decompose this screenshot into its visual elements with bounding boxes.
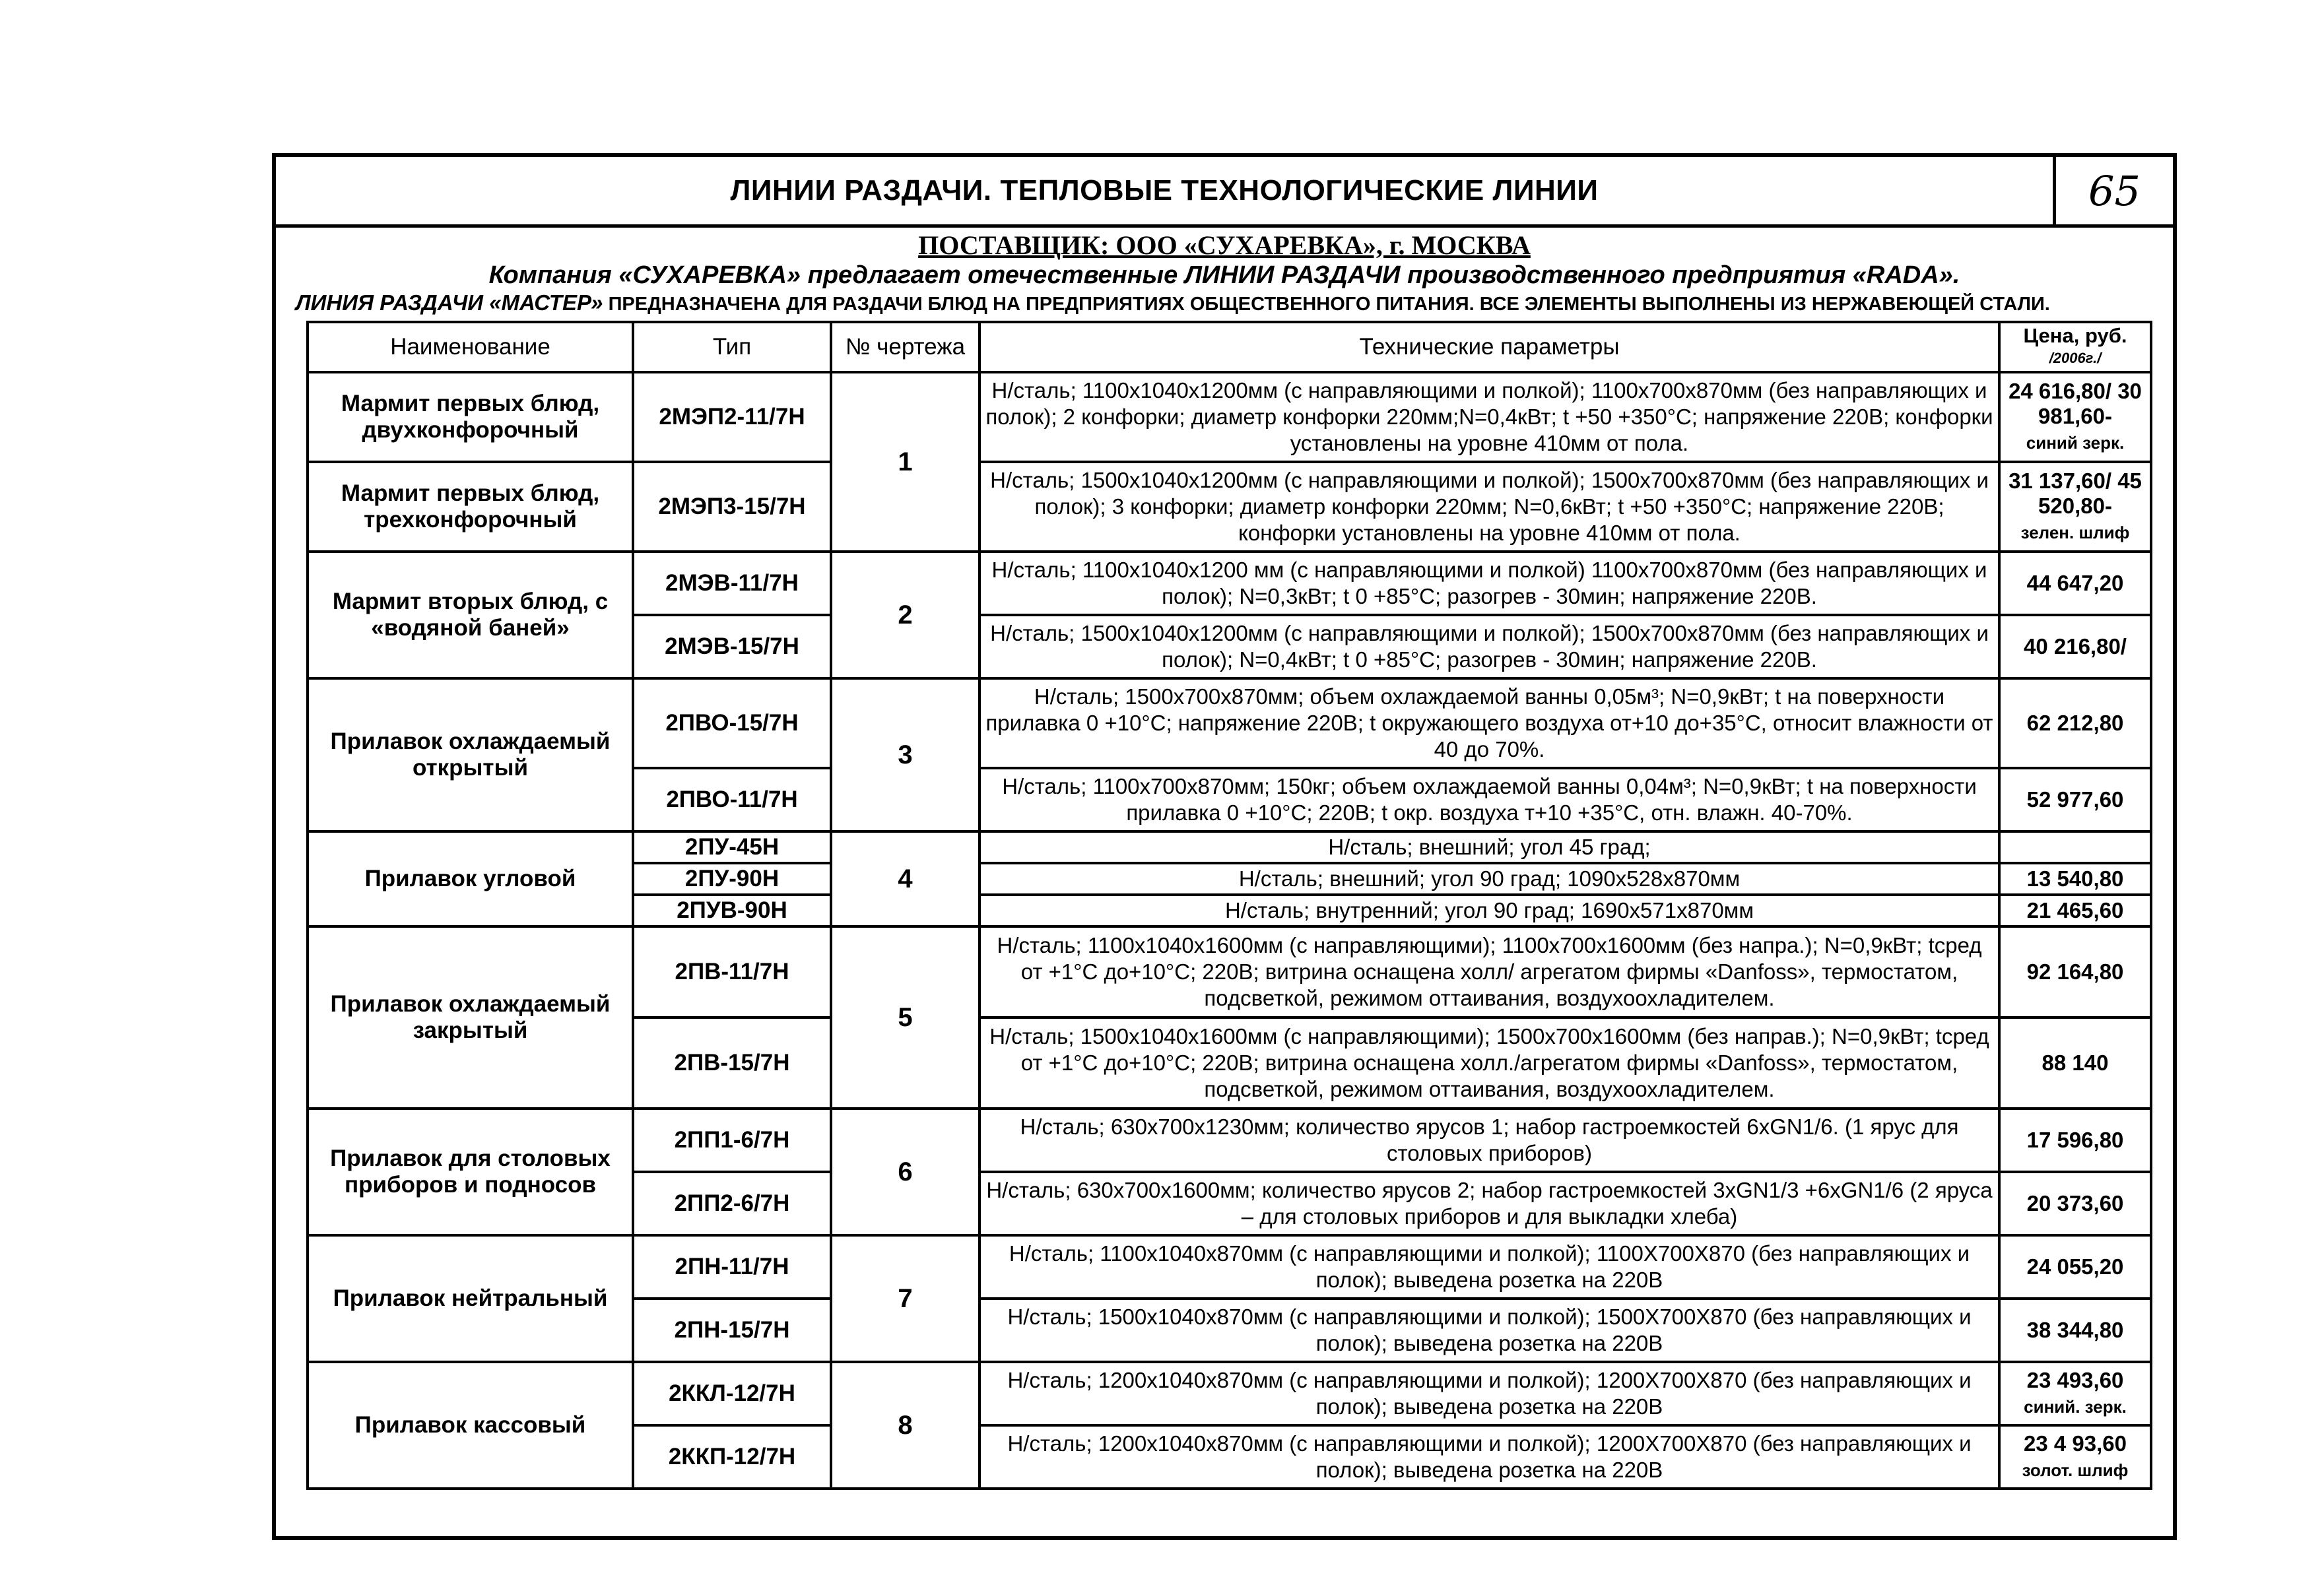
table-row <box>308 462 2151 552</box>
tech-params: Н/сталь; 1100х1040х870мм (с направляющими и полкой); 1100Х700Х870 (без направляющих и полок); выведена розетка на 220В <box>979 1235 1999 1299</box>
page-number: 65 <box>2088 166 2141 215</box>
price-cell <box>1999 372 2151 462</box>
table-row <box>308 372 2151 462</box>
drawing-number: 1 <box>831 372 979 552</box>
price-value: 52 977,60 <box>1999 768 2151 831</box>
drawing-number: 2 <box>831 552 979 678</box>
line-description-text: ПРЕДНАЗНАЧЕНА ДЛЯ РАЗДАЧИ БЛЮД НА ПРЕДПРИЯТИЯХ ОБЩЕСТВЕННОГО ПИТАНИЯ. ВСЕ ЭЛЕМЕНТЫ ВЫПОЛНЕНЫ ИЗ НЕРЖАВЕЮЩЕЙ СТАЛИ. <box>603 294 2050 315</box>
tech-params: Н/сталь; 1200х1040х870мм (с направляющими и полкой); 1200Х700Х870 (без направляющих и полок); выведена розетка на 220В <box>979 1362 1999 1425</box>
price-value: 21 465,60 <box>1999 895 2151 926</box>
document-title: ЛИНИИ РАЗДАЧИ. ТЕПЛОВЫЕ ТЕХНОЛОГИЧЕСКИЕ ЛИНИИ <box>730 174 1599 207</box>
header-drawing: № чертежа <box>831 322 979 372</box>
tech-params: Н/сталь; 1500х700х870мм; объем охлаждаемой ванны 0,05м³; N=0,9кВт; t на поверхности прилавка 0 +10°С; напряжение 220В; t окружающего воздуха от+10 до+35°С, относит влажности от 40 до 70%. <box>979 678 1999 768</box>
price-table <box>306 321 2152 1490</box>
product-type: 2ПП1-6/7Н <box>633 1109 831 1172</box>
header-price-year: /2006г./ <box>2049 350 2102 366</box>
price-cell <box>1999 462 2151 552</box>
price-value: 40 216,80/ <box>1999 615 2151 678</box>
price-value: 17 596,80 <box>1999 1109 2151 1172</box>
product-type: 2ПУ-45Н <box>633 831 831 863</box>
price-value: 31 137,60/ 45 520,80- <box>2009 468 2142 518</box>
tech-params: Н/сталь; 630х700х1230мм; количество ярусов 1; набор гастроемкостей 6хGN1/6. (1 ярус для столовых приборов) <box>979 1109 1999 1172</box>
table-row <box>308 1109 2151 1172</box>
product-name: Мармит первых блюд, двухконфорочный <box>308 372 633 462</box>
header-type: Тип <box>633 322 831 372</box>
tech-params: Н/сталь; 630х700х1600мм; количество ярусов 2; набор гастроемкостей 3хGN1/3 +6хGN1/6 (2 яруса – для столовых приборов и для выкладки хлеба) <box>979 1172 1999 1235</box>
product-type: 2ККП-12/7Н <box>633 1425 831 1489</box>
line-description-lead: ЛИНИЯ РАЗДАЧИ «МАСТЕР» <box>296 290 603 315</box>
drawing-number: 6 <box>831 1109 979 1235</box>
product-type: 2ККЛ-12/7Н <box>633 1362 831 1425</box>
table-row <box>308 678 2151 768</box>
product-name: Прилавок для столовых приборов и подносов <box>308 1109 633 1235</box>
tech-params: Н/сталь; внешний; угол 45 град; <box>979 831 1999 863</box>
price-value: 24 616,80/ 30 981,60- <box>2009 379 2142 428</box>
header-name: Наименование <box>308 322 633 372</box>
product-name: Прилавок кассовый <box>308 1362 633 1489</box>
product-name: Прилавок угловой <box>308 831 633 926</box>
drawing-number: 4 <box>831 831 979 926</box>
header-price <box>1999 322 2151 372</box>
price-value <box>1999 831 2151 863</box>
price-value: 13 540,80 <box>1999 863 2151 895</box>
price-value: 44 647,20 <box>1999 552 2151 615</box>
product-type: 2МЭП3-15/7Н <box>633 462 831 552</box>
tech-params: Н/сталь; 1100х700х870мм; 150кг; объем охлаждаемой ванны 0,04м³; N=0,9кВт; t на поверхности прилавка 0 +10°С; 220В; t окр. воздуха т+10 +35°С, отн. влажн. 40-70%. <box>979 768 1999 831</box>
header-price-label: Цена, руб. <box>2023 324 2127 347</box>
price-value: 24 055,20 <box>1999 1235 2151 1299</box>
price-value: 92 164,80 <box>1999 926 2151 1017</box>
price-value: 23 4 93,60 <box>2024 1431 2127 1456</box>
product-name: Прилавок охлаждаемый закрытый <box>308 926 633 1109</box>
supplier-heading: ПОСТАВЩИК: ООО «СУХАРЕВКА», г. МОСКВА <box>918 230 1531 260</box>
price-value: 23 493,60 <box>2026 1368 2124 1392</box>
product-type: 2ПУВ-90Н <box>633 895 831 926</box>
product-type: 2МЭП2-11/7Н <box>633 372 831 462</box>
price-value: 88 140 <box>1999 1017 2151 1109</box>
table-row <box>308 552 2151 615</box>
tech-params: Н/сталь; 1500х1040х870мм (с направляющими и полкой); 1500Х700Х870 (без направляющих и полок); выведена розетка на 220В <box>979 1299 1999 1362</box>
price-note: золот. шлиф <box>2022 1460 2129 1480</box>
header-row <box>276 157 2173 228</box>
product-type: 2ПП2-6/7Н <box>633 1172 831 1235</box>
tech-params: Н/сталь; внутренний; угол 90 град; 1690х571х870мм <box>979 895 1999 926</box>
table-row <box>308 1362 2151 1425</box>
drawing-number: 7 <box>831 1235 979 1362</box>
product-name: Прилавок нейтральный <box>308 1235 633 1362</box>
drawing-number: 5 <box>831 926 979 1109</box>
product-name: Прилавок охлаждаемый открытый <box>308 678 633 831</box>
product-type: 2ПВО-15/7Н <box>633 678 831 768</box>
page-number-cell <box>2053 157 2173 224</box>
product-type: 2ПВ-11/7Н <box>633 926 831 1017</box>
tech-params: Н/сталь; 1500х1040х1600мм (с направляющими); 1500х700х1600мм (без направ.); N=0,9кВт; tсред от +1°С до+10°С; 220В; витрина оснащена холл./агрегатом фирмы «Danfoss», термостатом, подсветкой, режимом оттаивания, воздухоохладителем. <box>979 1017 1999 1109</box>
drawing-number: 8 <box>831 1362 979 1489</box>
product-type: 2ПУ-90Н <box>633 863 831 895</box>
drawing-number: 3 <box>831 678 979 831</box>
company-intro: Компания «СУХАРЕВКА» предлагает отечественные ЛИНИИ РАЗДАЧИ производственного предприятия «RADA». <box>488 261 1960 289</box>
product-name: Мармит вторых блюд, с «водяной баней» <box>308 552 633 678</box>
tech-params: Н/сталь; 1500х1040х1200мм (с направляющими и полкой); 1500х700х870мм (без направляющих и полок); 3 конфорки; диаметр конфорки 220мм; N=0,6кВт; t +50 +350°С; напряжение 220В; конфорки установлены на уровне 410мм от пола. <box>979 462 1999 552</box>
price-note: зелен. шлиф <box>2020 523 2130 542</box>
line-description <box>296 292 2170 315</box>
product-type: 2ПН-11/7Н <box>633 1235 831 1299</box>
tech-params: Н/сталь; внешний; угол 90 град; 1090х528х870мм <box>979 863 1999 895</box>
price-note: синий. зерк. <box>2024 1397 2127 1417</box>
table-row <box>308 926 2151 1017</box>
header-params: Технические параметры <box>979 322 1999 372</box>
price-cell <box>1999 1425 2151 1489</box>
tech-params: Н/сталь; 1100х1040х1600мм (с направляющими); 1100х700х1600мм (без напра.); N=0,9кВт; tсред от +1°С до+10°С; 220В; витрина оснащена холл/ агрегатом фирмы «Danfoss», термостатом, подсветкой, режимом оттаивания, воздухоохладителем. <box>979 926 1999 1017</box>
product-type: 2ПВ-15/7Н <box>633 1017 831 1109</box>
tech-params: Н/сталь; 1500х1040х1200мм (с направляющими и полкой); 1500х700х870мм (без направляющих и полок); N=0,4кВт; t 0 +85°С; разогрев - 30мин; напряжение 220В. <box>979 615 1999 678</box>
price-value: 62 212,80 <box>1999 678 2151 768</box>
price-cell <box>1999 1362 2151 1425</box>
product-type: 2ПВО-11/7Н <box>633 768 831 831</box>
product-name: Мармит первых блюд, трехконфорочный <box>308 462 633 552</box>
price-value: 38 344,80 <box>1999 1299 2151 1362</box>
tech-params: Н/сталь; 1100х1040х1200мм (с направляющими и полкой); 1100х700х870мм (без направляющих и полок); 2 конфорки; диаметр конфорки 220мм;N=0,4кВт; t +50 +350°С; напряжение 220В; конфорки установлены на уровне 410мм от пола. <box>979 372 1999 462</box>
tech-params: Н/сталь; 1200х1040х870мм (с направляющими и полкой); 1200Х700Х870 (без направляющих и полок); выведена розетка на 220В <box>979 1425 1999 1489</box>
tech-params: Н/сталь; 1100х1040х1200 мм (с направляющими и полкой) 1100х700х870мм (без направляющих и полок); N=0,3кВт; t 0 +85°С; разогрев - 30мин; напряжение 220В. <box>979 552 1999 615</box>
price-note: синий зерк. <box>2026 433 2125 453</box>
table-row <box>308 1235 2151 1299</box>
price-value: 20 373,60 <box>1999 1172 2151 1235</box>
product-type: 2МЭВ-15/7Н <box>633 615 831 678</box>
product-type: 2МЭВ-11/7Н <box>633 552 831 615</box>
table-row <box>308 831 2151 863</box>
table-header-row <box>308 322 2151 372</box>
product-type: 2ПН-15/7Н <box>633 1299 831 1362</box>
